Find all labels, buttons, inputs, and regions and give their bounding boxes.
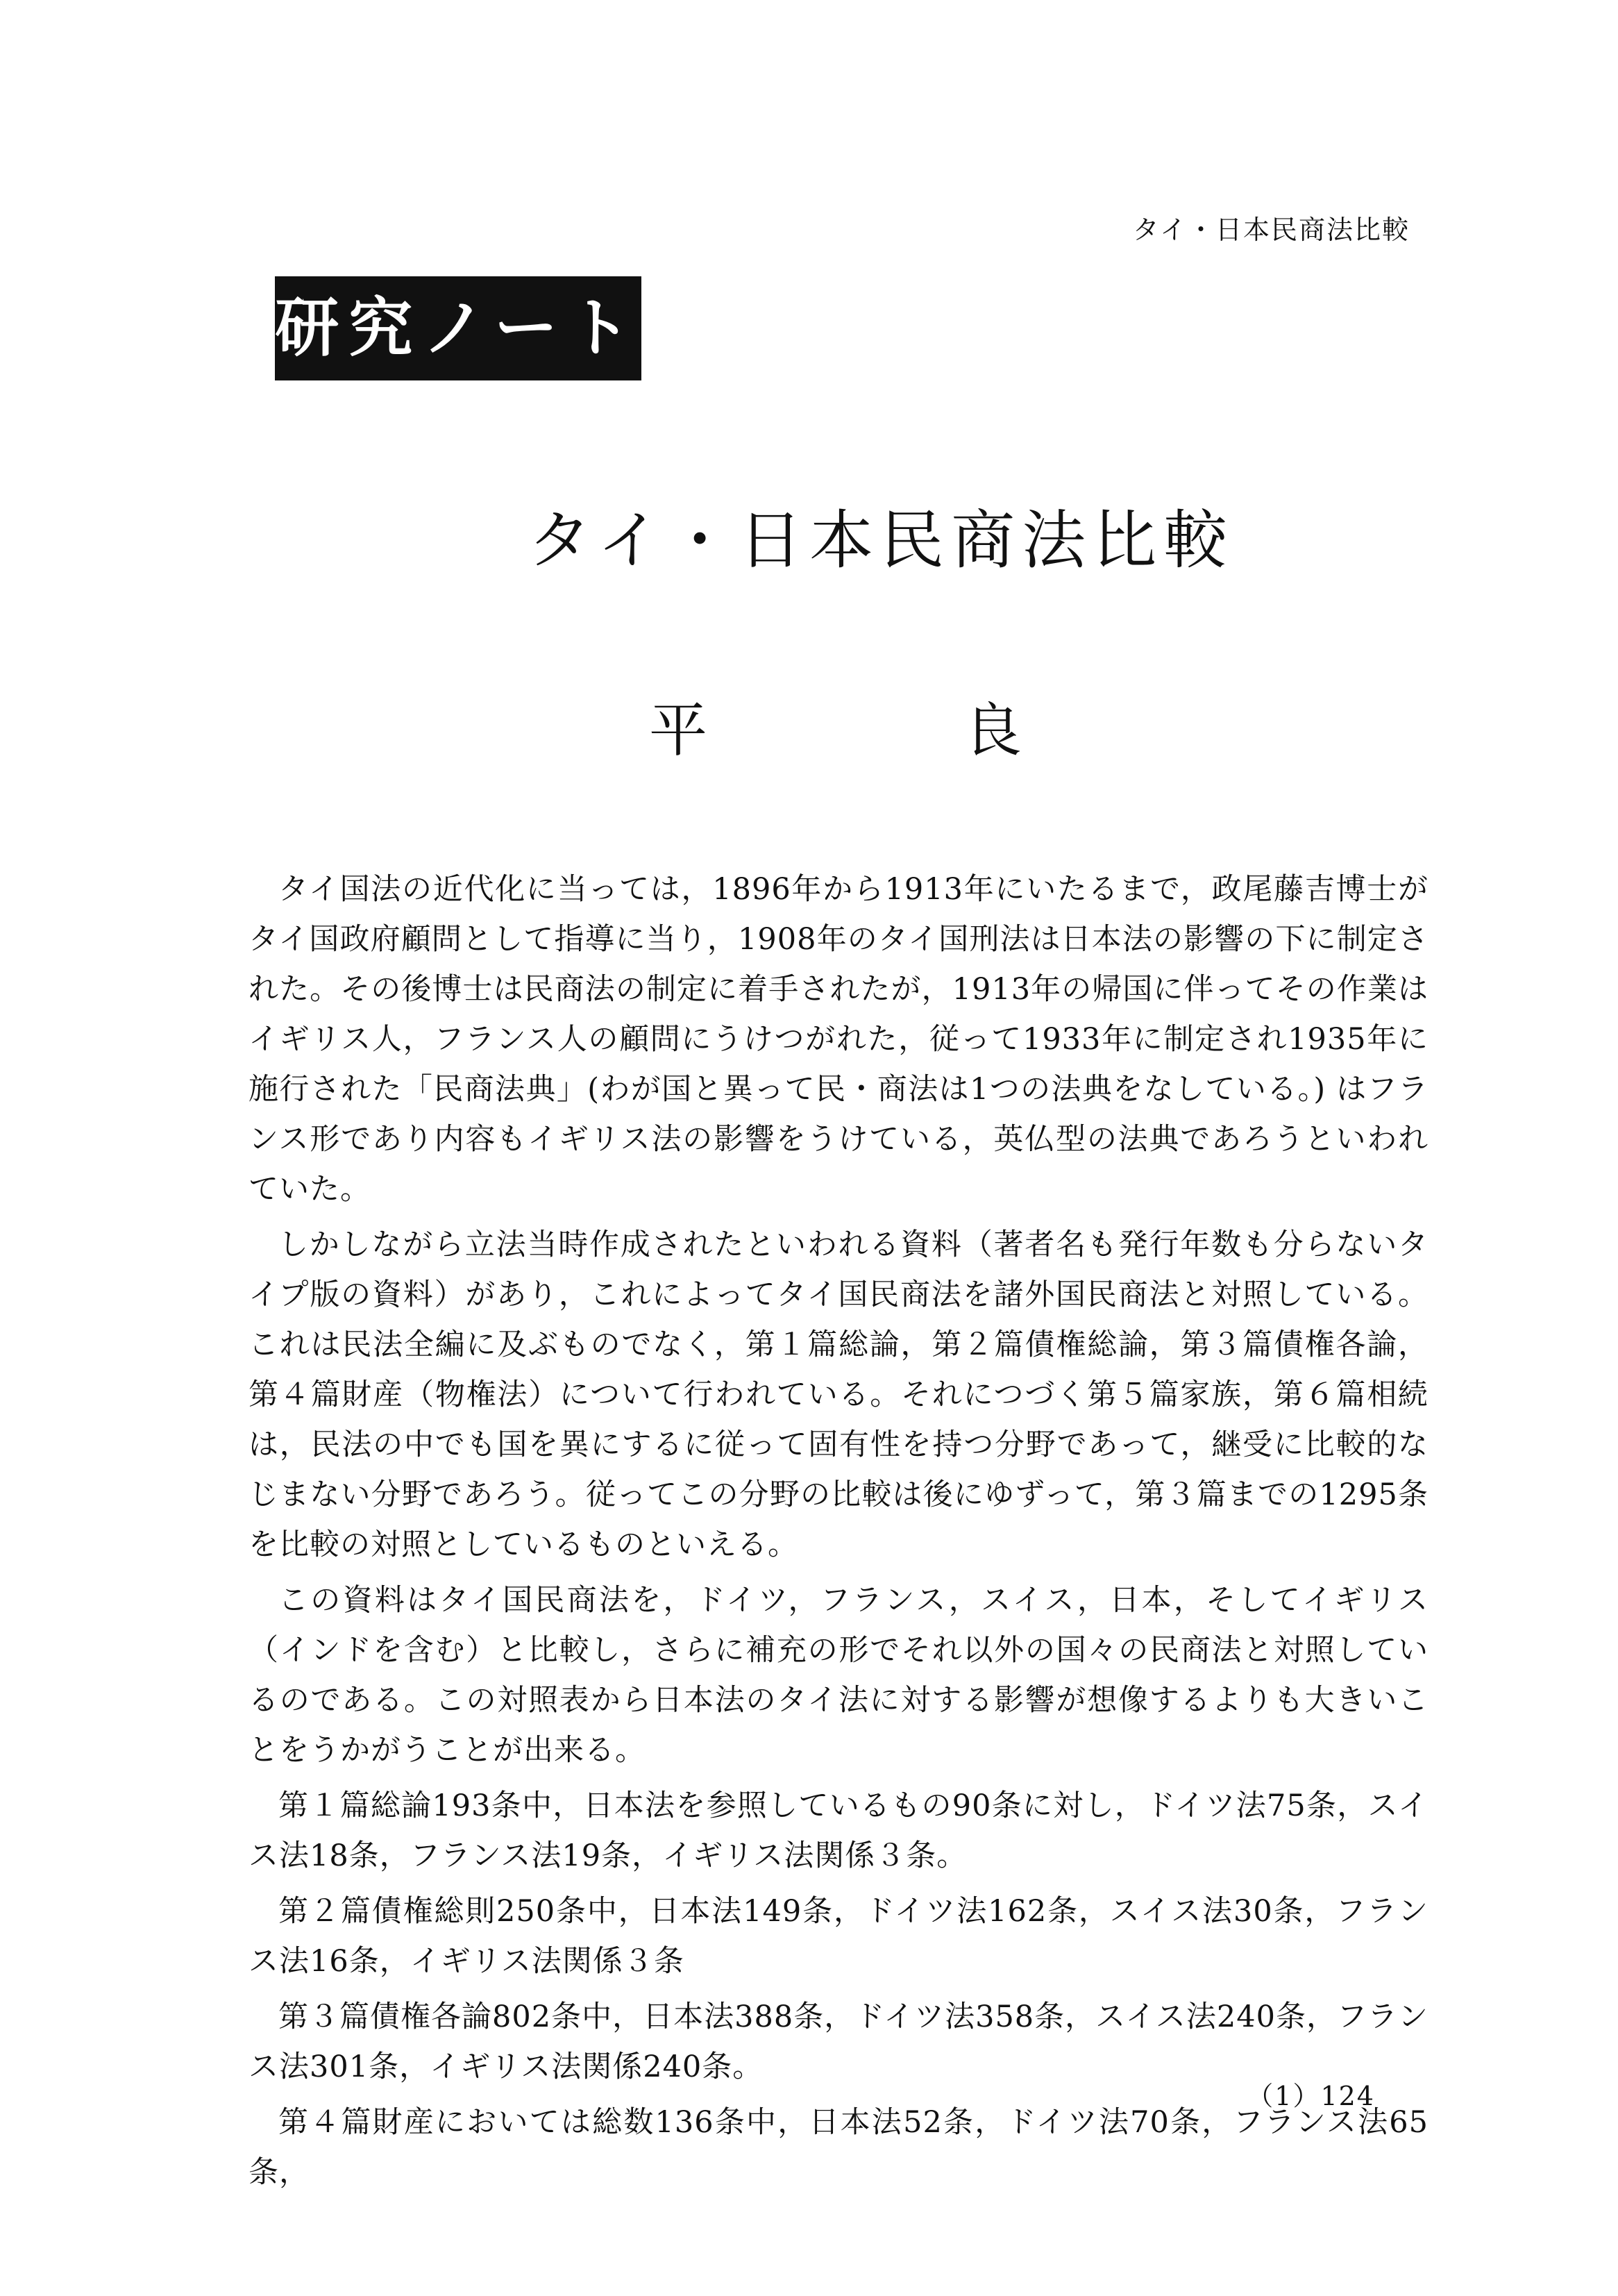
author-family-name: 平 [649,696,708,764]
paragraph-7: 第４篇財産においては総数136条中，日本法52条，ドイツ法70条，フランス法65条， [248,2105,1429,2190]
paragraph-2: しかしながら立法当時作成されたといわれる資料（著者名も発行年数も分らないタイプ版の資料）があり，これによってタイ国民商法を諸外国民商法と対照している。これは民法全編に及ぶものでなく，第１篇総論，第２篇債権総論，第３篇債権各論，第４篇財産（物権法）について行われている。それにつづく第５篇家族，第６篇相続は，民法の中でも国を異にするに従って固有性を持つ分野であって，継受に比較的なじまない分野であろう。従ってこの分野の比較は後にゆずって，第３篇までの1295条を比較の対照としているものといえる。 [248,1227,1429,1562]
paragraph-5: 第２篇債権総則250条中，日本法149条，ドイツ法162条，スイス法30条，フランス法16条，イギリス法関係３条 [248,1894,1429,1979]
paragraph-1: タイ国法の近代化に当っては，1896年から1913年にいたるまで，政尾藤吉博士がタイ国政府顧問として指導に当り，1908年のタイ国刑法は日本法の影響の下に制定された。その後博士は民商法の制定に着手されたが，1913年の帰国に伴ってその作業はイギリス人，フランス人の顧問にうけつがれた，従って1933年に制定され1935年に施行された「民商法典」(わが国と異って民・商法は1つの法典をなしている。) はフランス形であり内容もイギリス法の影響をうけている，英仏型の法典であろうといわれていた。 [248,872,1429,1207]
paragraph-3: この資料はタイ国民商法を，ドイツ，フランス，スイス，日本，そしてイギリス（インドを含む）と比較し，さらに補充の形でそれ以外の国々の民商法と対照しているのである。この対照表から日本法のタイ法に対する影響が想像するよりも大きいことをうかがうことが出来る。 [248,1583,1429,1768]
article-body [248,864,1429,2197]
page-number: （1）124 [1247,2081,1375,2111]
paragraph-4: 第１篇総論193条中，日本法を参照しているもの90条に対し，ドイツ法75条，スイス法18条，フランス法19条，イギリス法関係３条。 [248,1788,1429,1873]
author-given-name: 良 [963,696,1022,764]
author-name [0,684,1618,764]
section-label-research-note: 研究ノート [275,276,641,380]
article-title: タイ・日本民商法比較 [528,503,1235,578]
running-head: タイ・日本民商法比較 [1132,215,1410,245]
paragraph-6: 第３篇債権各論802条中，日本法388条，ドイツ法358条，スイス法240条，フランス法301条，イギリス法関係240条。 [248,2000,1429,2084]
